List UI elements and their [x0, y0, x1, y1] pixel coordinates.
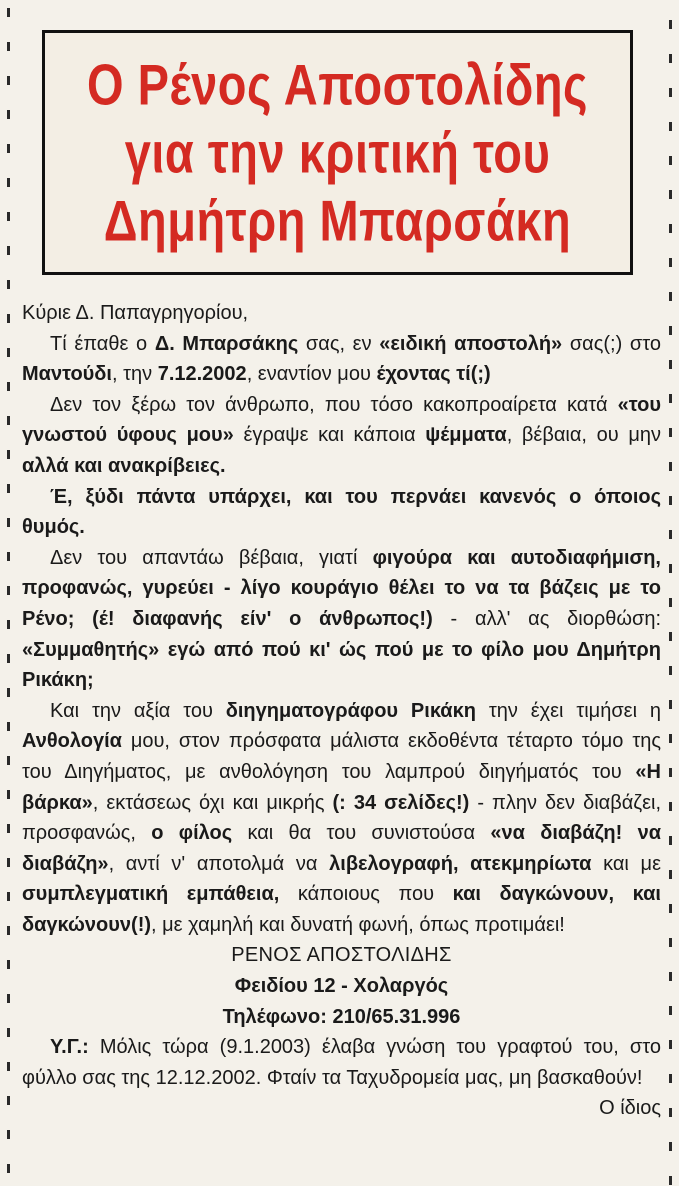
bold-run: έχοντας τί(;): [376, 363, 491, 386]
signature-phone: Τηλέφωνο: 210/65.31.996: [222, 1005, 461, 1028]
bold-run: Έ, ξύδι πάντα υπάρχει, και του περνάει κανενός ο όποιος θυμός.: [22, 485, 661, 539]
salutation: Κύριε Δ. Παπαγρηγορίου,: [22, 302, 249, 324]
left-border-dashes: [4, 0, 16, 1186]
headline-line-2: για την κριτική του: [124, 119, 551, 185]
bold-run: (: 34 σελίδες!): [332, 791, 470, 814]
paragraph-3: [22, 482, 661, 543]
paragraph-5: [22, 696, 661, 941]
text-run: - αλλ' ας διορθώση:: [432, 607, 662, 630]
bold-run: ψέμματα: [425, 424, 507, 447]
text-run: σας, εν: [298, 332, 380, 355]
text-run: μου, στον πρόσφατα μάλιστα εκδοθέντα τέταρτο τόμο της του Διηγήματος, με ανθολόγηση του λαμπρού διηγήματός του: [22, 730, 661, 783]
paragraph-4: [22, 543, 661, 696]
bold-run: λιβελογραφή, ατεκμηρίωτα: [329, 852, 592, 875]
text-run: , με χαμηλή και δυνατή φωνή, όπως προτιμάει!: [151, 913, 565, 936]
bold-run: φιγούρα και αυτοδιαφήμιση, προφανώς, γυρεύει - λίγο κουράγιο θέλει το να τα βάζεις με το Ρένο; (έ! διαφανής είν' ο άνθρωπος!): [22, 546, 661, 630]
text-run: , εκτάσεως όχι και μικρής: [92, 791, 333, 814]
bold-run: 7.12.2002: [157, 363, 247, 386]
text-run: , αντί ν' αποτολμά να: [108, 852, 330, 875]
headline-box: [42, 30, 633, 275]
text-run: σας(;) στο: [562, 332, 661, 355]
headline-line-1: Ο Ρένος Αποστολίδης: [87, 51, 588, 117]
right-border-dashes: [663, 0, 675, 1186]
letter-body: [22, 298, 661, 1124]
bold-run: Ανθολογία: [22, 730, 122, 753]
signature-block: [22, 940, 661, 1032]
bold-run: «του γνωστού ύφους μου»: [22, 393, 661, 447]
signature-address: Φειδίου 12 - Χολαργός: [234, 975, 449, 998]
postscript-text: Μόλις τώρα (9.1.2003) έλαβα γνώση του γραφτού του, στο φύλλο σας της 12.12.2002. Φταίν τα Ταχυδρομεία μας, μη βασκαθούν!: [22, 1036, 661, 1089]
postscript-signature: Ο ίδιος: [599, 1097, 661, 1120]
text-run: Δεν τον ξέρω τον άνθρωπο, που τόσο κακοπροαίρετα κατά: [50, 393, 618, 416]
signature-name: ΡΕΝΟΣ ΑΠΟΣΤΟΛΙΔΗΣ: [231, 944, 452, 967]
bold-run: διηγηματογράφου Ρικάκη: [225, 699, 476, 722]
bold-run: «Η βάρκα»: [22, 760, 661, 814]
bold-run: «Συμμαθητής» εγώ από πού κι' ώς πού με το φίλο μου Δημήτρη Ρικάκη;: [22, 638, 661, 692]
postscript: [22, 1032, 661, 1120]
bold-run: και δαγκώνουν, και δαγκώνουν(!): [22, 883, 661, 936]
bold-run: αλλά και ανακρίβειες.: [22, 454, 226, 477]
text-run: - πλην δεν διαβάζει, προσφανώς,: [22, 791, 662, 845]
postscript-label: Υ.Γ.:: [50, 1036, 89, 1059]
text-run: , εναντίον μου: [246, 363, 377, 386]
paragraph-1: [22, 329, 661, 390]
text-run: την έχει τιμήσει η: [475, 699, 661, 722]
text-run: , την: [112, 363, 158, 386]
text-run: , βέβαια, ου μην: [506, 424, 662, 447]
text-run: έγραψε και κάποια: [233, 424, 426, 447]
text-run: Και την αξία του: [50, 699, 226, 722]
text-run: Τί έπαθε ο: [50, 332, 155, 355]
text-run: και θα του συνιστούσα: [232, 822, 491, 845]
bold-run: ο φίλος: [151, 822, 233, 845]
bold-run: «να διαβάζη! να διαβάζη»: [22, 822, 661, 875]
bold-run: «ειδική αποστολή»: [379, 332, 563, 355]
headline-line-3: Δημήτρη Μπαρσάκη: [103, 187, 572, 253]
bold-run: Μαντούδι: [22, 363, 112, 386]
text-run: και με: [591, 852, 661, 875]
bold-run: Δ. Μπαρσάκης: [154, 332, 299, 355]
paragraph-2: [22, 390, 661, 482]
text-run: Δεν του απαντάω βέβαια, γιατί: [50, 546, 373, 569]
text-run: κάποιους που: [279, 883, 453, 906]
bold-run: συμπλεγματική εμπάθεια,: [22, 883, 280, 906]
